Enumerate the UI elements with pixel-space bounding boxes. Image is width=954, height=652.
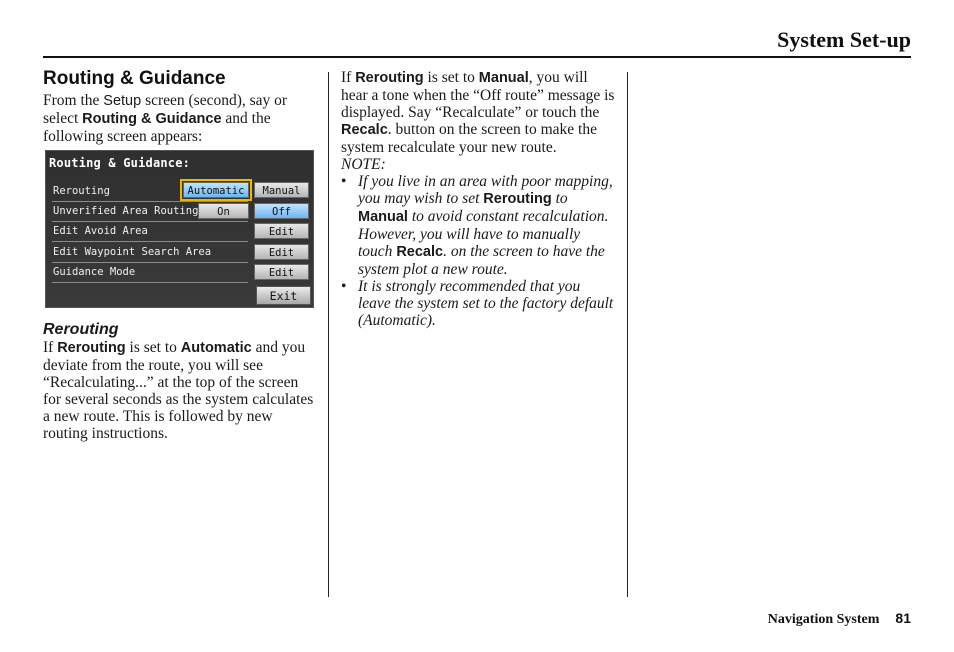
column-divider-1 <box>328 72 329 597</box>
note-list <box>341 173 616 329</box>
page-number: 81 <box>895 610 911 626</box>
intro-paragraph: From the Setup screen (second), say or select Routing & Guidance and the following screen appears: <box>43 92 288 145</box>
note-label: NOTE: <box>341 156 386 173</box>
header-rule <box>43 56 911 58</box>
routing-guidance-screen <box>45 150 314 308</box>
on-button[interactable]: On <box>198 203 249 219</box>
rerouting-paragraph: If Rerouting is set to Automatic and you deviate from the route, you will see “Recalculating...” at the top of the screen for several seconds as the system calculates a new route. This is followed by new routing instructions. <box>43 339 314 442</box>
row-edit-avoid-area <box>52 222 248 242</box>
note-bullet-2: • It is strongly recommended that you leave the system set to the factory default (Automatic). <box>341 278 614 329</box>
automatic-button[interactable]: Automatic <box>183 182 249 198</box>
edit-avoid-area-button[interactable]: Edit <box>254 223 309 239</box>
row-label: Edit Avoid Area <box>53 225 148 237</box>
row-edit-waypoint-search-area <box>52 243 248 263</box>
left-column <box>43 68 318 145</box>
row-label: Rerouting <box>53 185 110 197</box>
section-title: Routing & Guidance <box>43 68 226 89</box>
routing-guidance-keyword: Routing & Guidance <box>82 111 222 127</box>
row-label: Edit Waypoint Search Area <box>53 246 212 258</box>
middle-column <box>341 69 616 329</box>
edit-guidance-mode-button[interactable]: Edit <box>254 264 309 280</box>
footer-label: Navigation System <box>767 612 880 627</box>
row-label: Unverified Area Routing <box>53 205 199 217</box>
row-guidance-mode <box>52 263 248 283</box>
row-label: Guidance Mode <box>53 266 136 278</box>
rerouting-section <box>43 320 318 442</box>
manual-paragraph: If Rerouting is set to Manual, you will hear a tone when the “Off route” message is displayed. Say “Recalculate” or touch the Recalc. button on the screen to make the system recalculate your new route. <box>341 69 615 156</box>
rerouting-subhead: Rerouting <box>43 321 119 338</box>
screen-title: Routing & Guidance: <box>49 156 191 170</box>
page-footer <box>768 610 911 628</box>
note-bullet-1: • If you live in an area with poor mapping, you may wish to set Rerouting to Manual to avoid constant recalculation. However, you will have to manually touch Recalc. on the screen to have the system plot a new route. <box>341 173 613 278</box>
page-header-title: System Set-up <box>777 27 911 52</box>
exit-button[interactable]: Exit <box>256 286 311 305</box>
column-divider-2 <box>627 72 628 597</box>
off-button[interactable]: Off <box>254 203 309 219</box>
manual-button[interactable]: Manual <box>254 182 309 198</box>
edit-waypoint-button[interactable]: Edit <box>254 244 309 260</box>
setup-keyword: Setup <box>103 93 142 109</box>
